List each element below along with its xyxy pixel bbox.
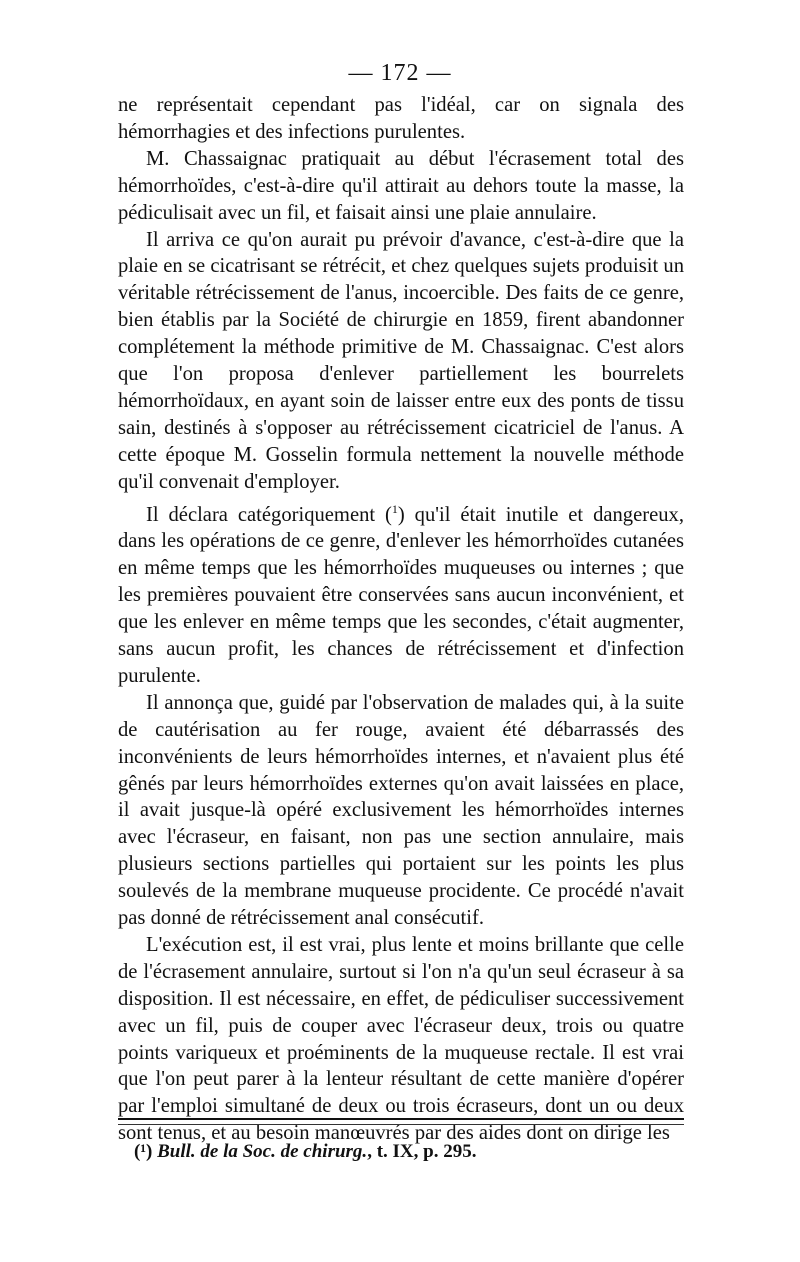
paragraph-2: M. Chassaignac pratiquait au début l'écrasement total des hémorrhoïdes, c'est-à-dire qu'il attirait au dehors toute la masse, la pédiculisait avec un fil, et faisait ainsi une plaie annulaire. [118,147,684,224]
body-text [118,92,684,1147]
footnote-title: Bull. de la Soc. de chirurg. [157,1141,368,1162]
paragraph-1: ne représentait cependant pas l'idéal, car on signala des hémorrhagies et des infections purulentes. [118,94,684,143]
page-number: — 172 — [348,60,452,86]
footnote-separator [118,1118,684,1120]
footnote-reference-mark: 1 [391,501,398,516]
footnote [134,1140,674,1164]
footnote-separator-thin [118,1124,684,1125]
paragraph-4 [118,496,684,690]
footnote-reference: , t. IX, p. 295. [367,1141,477,1162]
paragraph-5: Il annonça que, guidé par l'observation de malades qui, à la suite de cautérisation au fer rouge, avaient été débarrassés des inconvénients de leurs hémorrhoïdes internes, et n'avaient plus été gênés par leurs hémorrhoïdes externes qu'on avait laissées en place, il avait jusque-là opéré exclusivement les hémorrhoïdes internes avec l'écraseur, en faisant, non pas une section annulaire, mais plusieurs sections partielles qui portaient sur les points les plus soulevés de la membrane muqueuse procidente. Ce procédé n'avait pas donné de rétrécissement anal consécutif. [118,691,684,930]
paragraph-6: L'exécution est, il est vrai, plus lente et moins brillante que celle de l'écrasement annulaire, surtout si l'on n'a qu'un seul écraseur à sa disposition. Il est nécessaire, en effet, de pédiculiser successivement avec un fil, puis de couper avec l'écraseur deux, trois ou quatre points variqueux et proéminents de la muqueuse rectale. Il est vrai que l'on peut parer à la lenteur résultant de cette manière d'opérer par l'emploi simultané de deux ou trois écraseurs, dont un ou deux sont tenus, et au besoin manœuvrés par des aides dont on dirige les [118,933,684,1145]
footnote-mark: (¹) [134,1141,153,1162]
paragraph-4-rest: ) qu'il était inutile et dangereux, dans les opérations de ce genre, d'enlever les hémorrhoïdes cutanées en même temps que les hémorrhoïdes muqueuses ou internes ; que les premières pouvaient être conservées sans aucun inconvénient, et que les enlever en même temps que les secondes, c'était augmenter, sans aucun profit, les chances de rétrécissement et d'infection purulente. [118,503,684,687]
paragraph-4-start: Il déclara catégoriquement ( [146,503,392,526]
paragraph-3: Il arriva ce qu'on aurait pu prévoir d'avance, c'est-à-dire que la plaie en se cicatrisant se rétrécit, et chez quelques sujets produisit un véritable rétrécissement de l'anus, incoercible. Des faits de ce genre, bien établis par la Société de chirurgie en 1859, firent abandonner complétement la méthode primitive de M. Chassaignac. C'est alors que l'on proposa d'enlever partiellement les bourrelets hémorrhoïdaux, en ayant soin de laisser entre eux des ponts de tissu sain, destinés à s'opposer au rétrécissement cicatriciel de l'anus. A cette époque M. Gosselin formula nettement la nouvelle méthode qu'il convenait d'employer. [118,228,684,493]
